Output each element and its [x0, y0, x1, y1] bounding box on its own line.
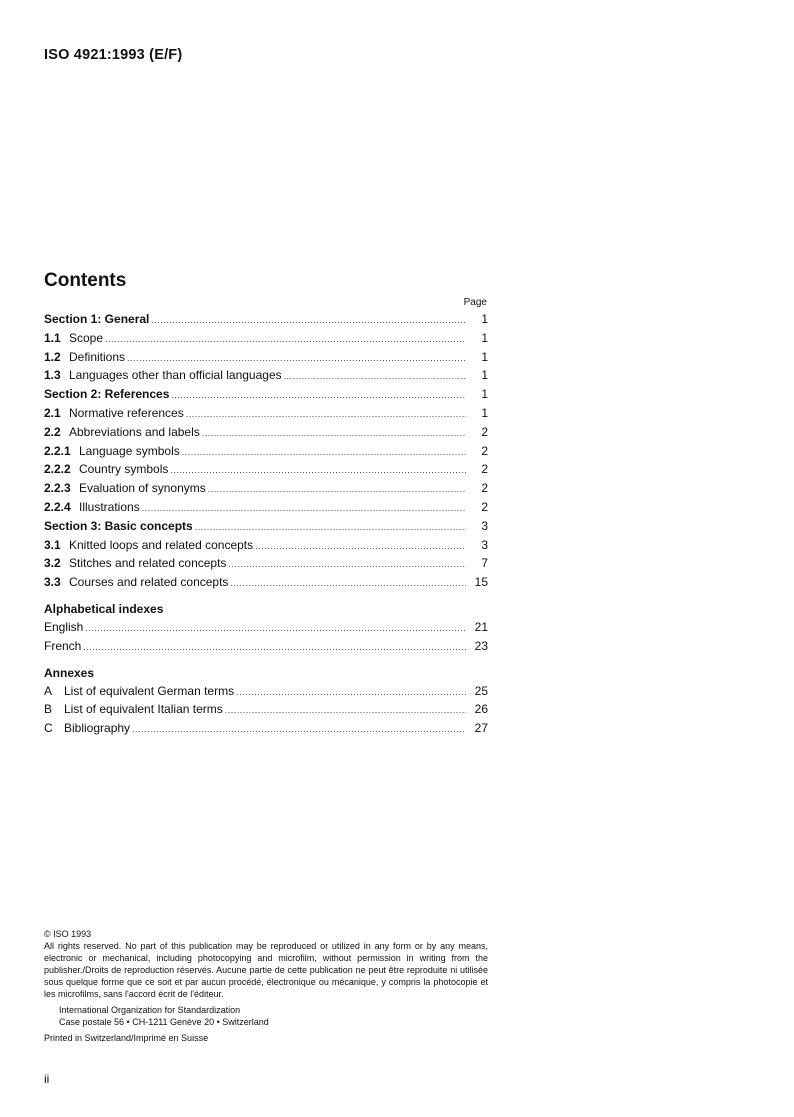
toc-entry-title: French	[44, 638, 82, 653]
toc-entry-page: 2	[481, 462, 488, 477]
toc-entry-annex-a[interactable]	[44, 682, 488, 701]
toc-entry-title: Courses and related concepts	[69, 575, 229, 590]
toc-entry-2-1[interactable]	[44, 404, 488, 423]
toc-entry-page: 3	[481, 518, 488, 533]
toc-entry-title: List of equivalent Italian terms	[64, 702, 223, 717]
rights-statement: All rights reserved. No part of this publication may be reproduced or utilized in any form or by any means, electronic or mechanical, including photocopying and microfilm, without permission in writing from the publisher./Droits de reproduction réservés. Aucune partie de cette publication ne peut être reproduite ni utilisée sous quelque forme que ce soit et par aucun procédé, électronique ou mécanique, y compris la photocopie et les microfilms, sans l'accord écrit de l'éditeur.	[44, 941, 488, 999]
toc-leader-dots	[228, 554, 466, 574]
toc-leader-dots	[202, 423, 466, 443]
toc-entry-number: C	[44, 721, 53, 736]
toc-entry-number: B	[44, 702, 53, 717]
toc-leader-dots	[105, 329, 466, 349]
toc-entry-page: 1	[481, 405, 488, 420]
document-id-header: ISO 4921:1993 (E/F)	[44, 47, 183, 63]
toc-entry-title: Section 1: General	[44, 312, 150, 326]
toc-leader-dots	[236, 682, 466, 702]
toc-entry-page: 2	[481, 424, 488, 439]
toc-entry-2-2-3[interactable]	[44, 479, 488, 498]
toc-entry-title: Bibliography	[64, 721, 131, 736]
toc-entry-page: 2	[481, 499, 488, 514]
toc-leader-dots	[255, 536, 466, 556]
toc-entry-title: Section 2: References	[44, 387, 170, 402]
toc-leader-dots	[225, 700, 466, 720]
alphabetical-indexes-heading: Alphabetical indexes	[44, 601, 164, 616]
toc-entry-number: 2.2.1	[44, 443, 71, 458]
toc-entry-page: 21	[474, 619, 488, 634]
toc-entry-page: 23	[474, 638, 488, 653]
toc-entry-section-2[interactable]	[44, 385, 488, 404]
toc-entry-3-3[interactable]	[44, 573, 488, 592]
toc-entry-number: 3.2	[44, 556, 61, 571]
toc-entry-index-french[interactable]	[44, 637, 488, 656]
toc-entry-page: 7	[481, 556, 488, 571]
toc-entry-number: A	[44, 683, 53, 698]
toc-entry-number: 2.2.4	[44, 499, 71, 514]
toc-entry-2-2-1[interactable]	[44, 442, 488, 461]
toc-entry-number: 2.1	[44, 405, 61, 420]
copyright-footer	[44, 928, 488, 1044]
toc-entry-title: Country symbols	[79, 462, 169, 477]
toc-leader-dots	[182, 442, 466, 462]
toc-entry-page: 1	[481, 368, 488, 383]
toc-entry-1-2[interactable]	[44, 348, 488, 367]
toc-entry-page: 3	[481, 537, 488, 552]
toc-leader-dots	[284, 366, 466, 386]
toc-entry-title: Section 3: Basic concepts	[44, 518, 193, 533]
toc-leader-dots	[151, 310, 466, 330]
toc-leader-dots	[83, 637, 466, 657]
toc-leader-dots	[170, 460, 466, 480]
annexes-heading: Annexes	[44, 665, 95, 680]
toc-entry-page: 2	[481, 443, 488, 458]
toc-leader-dots	[208, 479, 466, 499]
contents-heading: Contents	[44, 270, 127, 291]
toc-entry-title: Language symbols	[79, 443, 180, 458]
organization-name: International Organization for Standardization	[59, 1005, 241, 1015]
toc-leader-dots	[230, 573, 466, 593]
toc-entry-title: Stitches and related concepts	[69, 556, 227, 571]
toc-entry-title: Knitted loops and related concepts	[69, 537, 254, 552]
toc-entry-number: 3.3	[44, 575, 61, 590]
toc-entry-title: List of equivalent German terms	[64, 683, 235, 698]
toc-leader-dots	[142, 498, 466, 518]
toc-entry-title: English	[44, 619, 84, 634]
toc-entry-page: 26	[474, 702, 488, 717]
toc-entry-number: 1.3	[44, 368, 61, 383]
printed-in: Printed in Switzerland/Imprimé en Suisse	[44, 1033, 209, 1043]
toc-entry-page: 15	[474, 575, 488, 590]
toc-leader-dots	[132, 719, 466, 739]
toc-entry-title: Definitions	[69, 349, 126, 364]
toc-entry-title: Abbreviations and labels	[69, 424, 200, 439]
toc-leader-dots	[85, 618, 466, 638]
toc-entry-index-english[interactable]	[44, 618, 488, 637]
toc-entry-page: 2	[481, 481, 488, 496]
toc-entry-page: 1	[481, 312, 488, 326]
toc-entry-title: Languages other than official languages	[69, 368, 282, 383]
toc-leader-dots	[186, 404, 466, 424]
toc-leader-dots	[195, 517, 466, 537]
toc-leader-dots	[127, 348, 466, 368]
toc-entry-section-1[interactable]	[44, 310, 488, 329]
toc-entry-3-1[interactable]	[44, 536, 488, 555]
toc-entry-1-3[interactable]	[44, 366, 488, 385]
toc-entry-3-2[interactable]	[44, 554, 488, 573]
toc-entry-1-1[interactable]	[44, 329, 488, 348]
page-column-label: Page	[463, 297, 487, 308]
toc-entry-number: 2.2	[44, 424, 61, 439]
toc-entry-page: 1	[481, 387, 488, 402]
toc-entry-title: Normative references	[69, 405, 184, 420]
toc-entry-2-2[interactable]	[44, 423, 488, 442]
toc-entry-2-2-4[interactable]	[44, 498, 488, 517]
page-number: ii	[44, 1072, 50, 1086]
toc-entry-annex-c[interactable]	[44, 719, 488, 738]
toc-leader-dots	[171, 385, 466, 405]
toc-entry-number: 1.2	[44, 349, 61, 364]
toc-entry-annex-b[interactable]	[44, 700, 488, 719]
toc-entry-title: Scope	[69, 330, 104, 345]
toc-entry-number: 3.1	[44, 537, 61, 552]
toc-entry-page: 25	[474, 683, 488, 698]
toc-entry-2-2-2[interactable]	[44, 460, 488, 479]
toc-entry-number: 1.1	[44, 330, 61, 345]
organization-address: Case postale 56 • CH-1211 Genève 20 • Switzerland	[59, 1017, 269, 1027]
copyright-notice: © ISO 1993	[44, 929, 92, 939]
table-of-contents	[44, 310, 488, 738]
toc-entry-page: 27	[474, 721, 488, 736]
toc-entry-title: Illustrations	[79, 499, 140, 514]
toc-entry-number: 2.2.2	[44, 462, 71, 477]
toc-entry-section-3[interactable]	[44, 517, 488, 536]
toc-entry-page: 1	[481, 349, 488, 364]
toc-entry-number: 2.2.3	[44, 481, 71, 496]
toc-entry-title: Evaluation of synonyms	[79, 481, 206, 496]
toc-entry-page: 1	[481, 330, 488, 345]
